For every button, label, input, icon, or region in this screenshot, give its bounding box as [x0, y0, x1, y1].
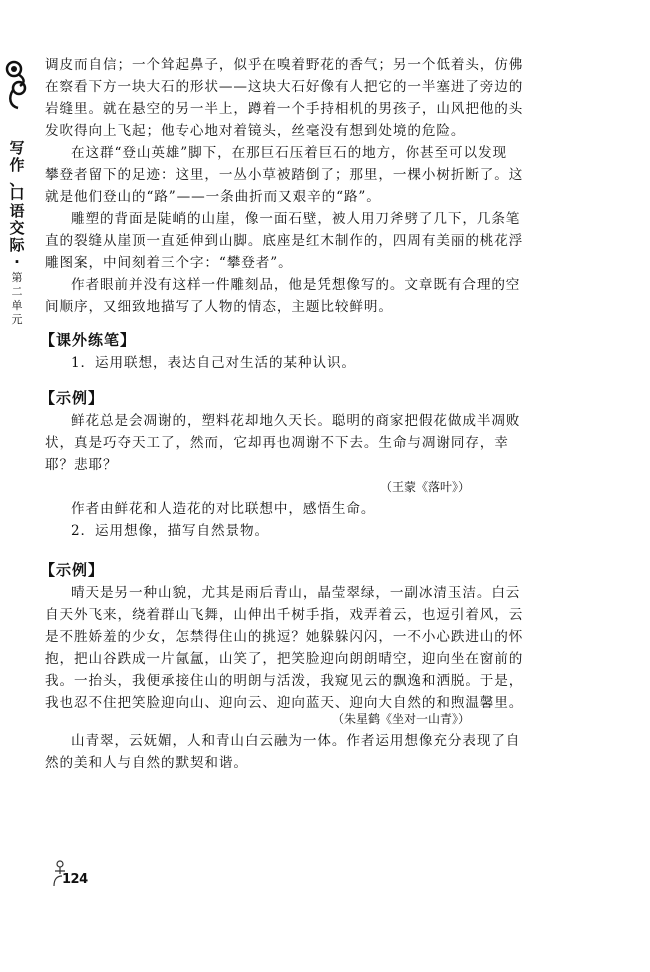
example-line: 抱，把山谷跌成一片氤氲，山笑了，把笑脸迎向朗朗晴空，迎向坐在窗前的: [45, 651, 524, 667]
example-line: 我。一抬头，我便承接住山的明朗与活泼，我窥见云的飘逸和洒脱。于是，: [45, 673, 524, 689]
body-line: 攀登者留下的足迹：这里，一丛小草被踏倒了；那里，一棵小树折断了。这: [45, 167, 524, 183]
sidebar-char: 作: [9, 156, 25, 174]
body-line: 直的裂缝从崖顶一直延伸到山脚。底座是红木制作的，四周有美丽的桃花浮: [45, 233, 524, 249]
sidebar-char: 元: [11, 313, 23, 326]
sidebar-char: 第: [11, 271, 23, 284]
example-line: 是不胜娇羞的少女，怎禁得住山的挑逗？她躲躲闪闪，一不小心跌进山的怀: [45, 629, 524, 645]
comment-line: 作者由鲜花和人造花的对比联想中，感悟生命。: [71, 501, 376, 517]
body-line: 在这群“登山英雄”脚下，在那巨石压着巨石的地方，你甚至可以发现: [71, 145, 508, 161]
citation: （王蒙《落叶》）: [379, 480, 470, 494]
example-heading: 【示例】: [40, 561, 105, 579]
example-line: 自天外飞来，绕着群山飞舞，山伸出千树手指，戏弄着云，也逗引着风，云: [45, 607, 524, 623]
body-line: 间顺序，又细致地描写了人物的情态，主题比较鲜明。: [45, 299, 393, 315]
section-heading: 【课外练笔】: [40, 331, 137, 349]
example-line: 状，真是巧夺天工了，然而，它却再也凋谢不下去。生命与凋谢同存，幸: [45, 435, 509, 451]
sidebar-char: 单: [11, 299, 23, 312]
example-line: 鲜花总是会凋谢的，塑料花却地久天长。聪明的商家把假花做成半凋败: [71, 413, 521, 429]
exercise-item: 1．运用联想，表达自己对生活的某种认识。: [71, 355, 356, 371]
body-line: 雕图案，中间刻着三个字：“攀登者”。: [45, 255, 293, 271]
example-line: 晴天是另一种山貌，尤其是雨后青山，晶莹翠绿，一副冰清玉洁。白云: [71, 585, 521, 601]
body-line: 在察看下方一块大石的形状——这块大石好像有人把它的一半塞进了旁边的: [45, 79, 524, 95]
example-line: 耶？悲耶？: [45, 457, 118, 473]
sidebar-char: 二: [11, 285, 23, 298]
sidebar-char: 交: [9, 219, 25, 237]
sidebar-char: ·: [14, 253, 20, 271]
sidebar-char: 、: [9, 171, 25, 189]
body-line: 发吹得向上飞起；他专心地对着镜头，丝毫没有想到处境的危险。: [45, 123, 466, 139]
floral-ornament-icon: [4, 60, 32, 110]
chapter-sidebar: [8, 140, 26, 327]
body-line: 作者眼前并没有这样一件雕刻品，他是凭想像写的。文章既有合理的空: [71, 277, 521, 293]
exercise-item: 2．运用想像，描写自然景物。: [71, 523, 269, 539]
body-line: 调皮而自信；一个耸起鼻子，似乎在嗅着野花的香气；另一个低着头，仿佛: [45, 57, 524, 73]
sidebar-char: 口: [9, 185, 25, 203]
body-line: 雕塑的背面是陡峭的山崖，像一面石壁，被人用刀斧劈了几下，几条笔: [71, 211, 521, 227]
sidebar-char: 语: [9, 202, 25, 220]
body-line: 就是他们登山的“路”——一条曲折而又艰辛的“路”。: [45, 189, 381, 205]
example-line: 我也忍不住把笑脸迎向山、迎向云、迎向蓝天、迎向大自然的和煦温馨里。: [45, 695, 524, 711]
sidebar-char: 写: [9, 139, 25, 157]
example-heading: 【示例】: [40, 389, 105, 407]
comment-line: 然的美和人与自然的默契和谐。: [45, 755, 248, 771]
body-line: 岩缝里。就在悬空的另一半上，蹲着一个手持相机的男孩子，山风把他的头: [45, 101, 524, 117]
sidebar-char: 际: [9, 236, 25, 254]
citation: （朱星鹤《坐对一山青》）: [331, 712, 470, 726]
page-number: 124: [62, 872, 88, 887]
comment-line: 山青翠，云妩媚，人和青山白云融为一体。作者运用想像充分表现了自: [71, 733, 521, 749]
